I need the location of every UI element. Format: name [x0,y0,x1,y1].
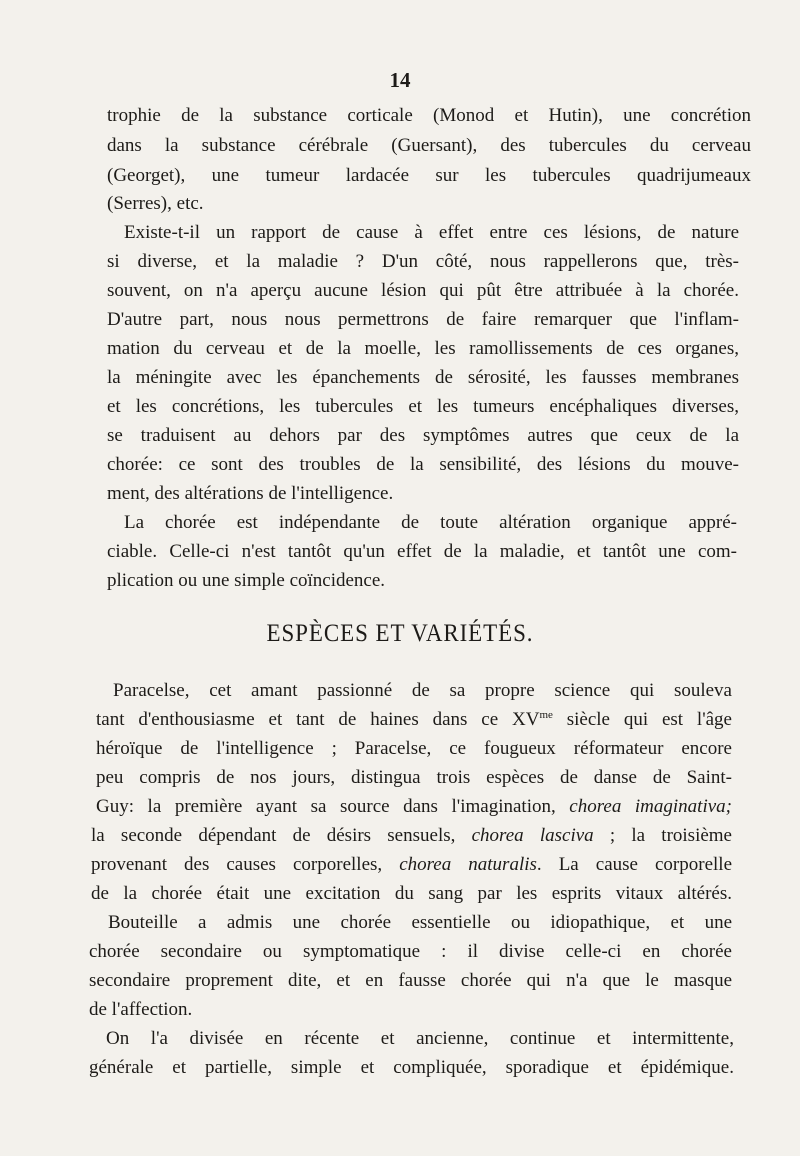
text-segment: siècle qui est l'âge [552,709,732,730]
text-line: héroïque de l'intelligence ; Paracelse, ce fougueux réformateur encore [96,738,732,759]
text-line [91,822,732,850]
text-line: de la chorée était une excitation du sang par les esprits vitaux altérés. [91,883,732,904]
text-line: mation du cerveau et de la moelle, les ramollissements de ces organes, [107,338,739,359]
text-segment: ; la troisième [593,825,732,846]
text-segment: la seconde dépendant de désirs sensuels, [91,825,472,846]
text-line: ciable. Celle-ci n'est tantôt qu'un effet de la maladie, et tantôt une com- [107,541,737,562]
text-line: chorée secondaire ou symptomatique : il divise celle-ci en chorée [89,941,732,962]
page-number: 14 [389,68,411,92]
text-line: la méningite avec les épanchements de sérosité, les fausses membranes [107,367,739,388]
text-line: souvent, on n'a aperçu aucune lésion qui pût être attribuée à la chorée. [107,280,739,301]
section-heading: ESPÈCES ET VARIÉTÉS. [266,620,534,647]
text-segment: Guy: la première ayant sa source dans l'imagination, [96,796,570,817]
text-segment: tant d'enthousiasme et tant de haines dans ce XV [96,709,540,730]
text-line: si diverse, et la maladie ? D'un côté, nous rappellerons que, très- [107,251,739,272]
latin-term: chorea naturalis [399,854,537,875]
text-line: Paracelse, cet amant passionné de sa propre science qui souleva [113,680,732,701]
text-line: de l'affection. [89,999,193,1020]
text-line: Bouteille a admis une chorée essentielle ou idiopathique, et une [108,912,732,933]
text-line: (Georget), une tumeur lardacée sur les tubercules quadrijumeaux [107,165,751,186]
text-line: Existe-t-il un rapport de cause à effet entre ces lésions, de nature [124,222,739,243]
text-line: chorée: ce sont des troubles de la sensibilité, des lésions du mouve- [107,454,739,475]
text-line: se traduisent au dehors par des symptômes autres que ceux de la [107,425,739,446]
text-line: et les concrétions, les tubercules et les tumeurs encéphaliques diverses, [107,396,739,417]
text-line: La chorée est indépendante de toute altération organique appré- [124,512,737,533]
latin-term: chorea imaginativa; [569,796,732,817]
text-line [96,793,732,821]
text-line: plication ou une simple coïncidence. [107,570,386,591]
text-line: ment, des altérations de l'intelligence. [107,483,394,504]
text-line: trophie de la substance corticale (Monod et Hutin), une concrétion [107,105,751,126]
text-segment: provenant des causes corporelles, [91,854,400,875]
text-line: (Serres), etc. [107,193,204,214]
text-line: On l'a divisée en récente et ancienne, continue et intermittente, [106,1028,734,1049]
text-line [96,706,732,734]
text-line: secondaire proprement dite, et en fausse chorée qui n'a que le masque [89,970,732,991]
superscript: me [539,709,553,721]
text-line: dans la substance cérébrale (Guersant), des tubercules du cerveau [107,135,751,156]
text-line: D'autre part, nous nous permettrons de faire remarquer que l'inflam- [107,309,739,330]
latin-term: chorea lasciva [471,825,594,846]
text-line [91,851,732,879]
text-line: générale et partielle, simple et compliquée, sporadique et épidémique. [89,1057,734,1078]
text-segment: . La cause corporelle [536,854,732,875]
text-line: peu compris de nos jours, distingua trois espèces de danse de Saint- [96,767,732,788]
